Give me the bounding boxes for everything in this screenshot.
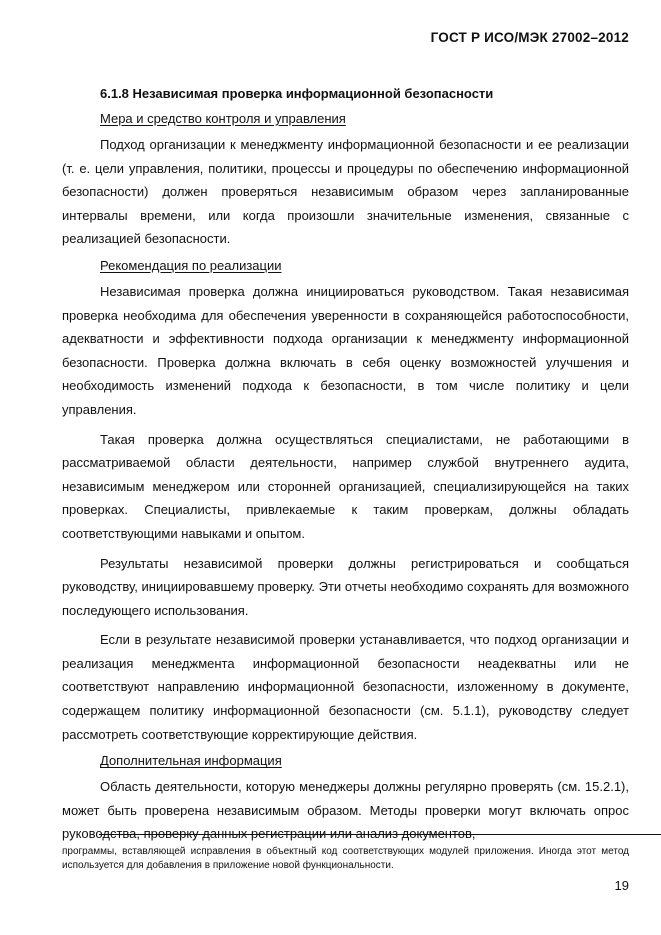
footnote-divider — [99, 834, 661, 835]
guidance-paragraph-3: Результаты независимой проверки должны регистрироваться и сообщаться руководству, инициировавшему проверку. Эти отчеты необходимо сохранять для возможного последующего использования. — [62, 555, 629, 618]
guidance-paragraph-4: Если в результате независимой проверки устанавливается, что подход организации и реализация менеджмента информационной безопасности неадекватны или не соответствуют направлению информационной безопасности, изложенному в документе, содержащем политику информационной безопасности (см. 5.1.1), руководству следует рассмотреть соответствующие корректирующие действия. — [62, 632, 629, 742]
other-information-heading: Дополнительная информация — [100, 753, 282, 769]
guidance-heading: Рекомендация по реализации — [100, 257, 282, 273]
control-heading: Мера и средство контроля и управления — [100, 111, 346, 126]
other-information-paragraph: Область деятельности, которую менеджеры должны регулярно проверять (см. 15.2.1), может быть проверена независимым образом. Методы проверки могут включать опрос руководства, проверку данных регистрации или анализ документов, — [62, 779, 629, 842]
page-number: 19 — [614, 878, 629, 893]
section-title: 6.1.8 Независимая проверка информационной безопасности — [100, 86, 494, 101]
control-paragraph: Подход организации к менеджменту информационной безопасности и ее реализации (т. е. цели управления, политики, процессы и процедуры по обеспечению информационной безопасности) должен проверяться независимым образом через запланированные интервалы времени, или когда произошли значительные изменения, связанные с реализацией безопасности. — [62, 137, 629, 247]
guidance-paragraph-2: Такая проверка должна осуществляться специалистами, не работающими в рассматриваемой области деятельности, например службой внутреннего аудита, независимым менеджером или сторонней организацией, специализирующейся на таких проверках. Специалисты, привлекаемые к таким проверкам, должны обладать соответствующими навыками и опытом. — [62, 431, 629, 541]
main-content — [62, 84, 629, 852]
guidance-paragraph-1: Независимая проверка должна инициироваться руководством. Такая независимая проверка необходима для обеспечения уверенности в сохраняющейся работоспособности, адекватности и эффективности подхода организации к менеджменту информационной безопасности. Проверка должна включать в себя оценку возможностей улучшения и необходимость изменений подхода к безопасности, в том числе политику и цели управления. — [62, 283, 629, 417]
footnote-text: программы, вставляющей исправления в объектный код соответствующих модулей приложения. Иногда этот метод используется для добавления в приложение новой функциональности. — [62, 846, 629, 871]
standard-header: ГОСТ Р ИСО/МЭК 27002–2012 — [430, 30, 629, 45]
